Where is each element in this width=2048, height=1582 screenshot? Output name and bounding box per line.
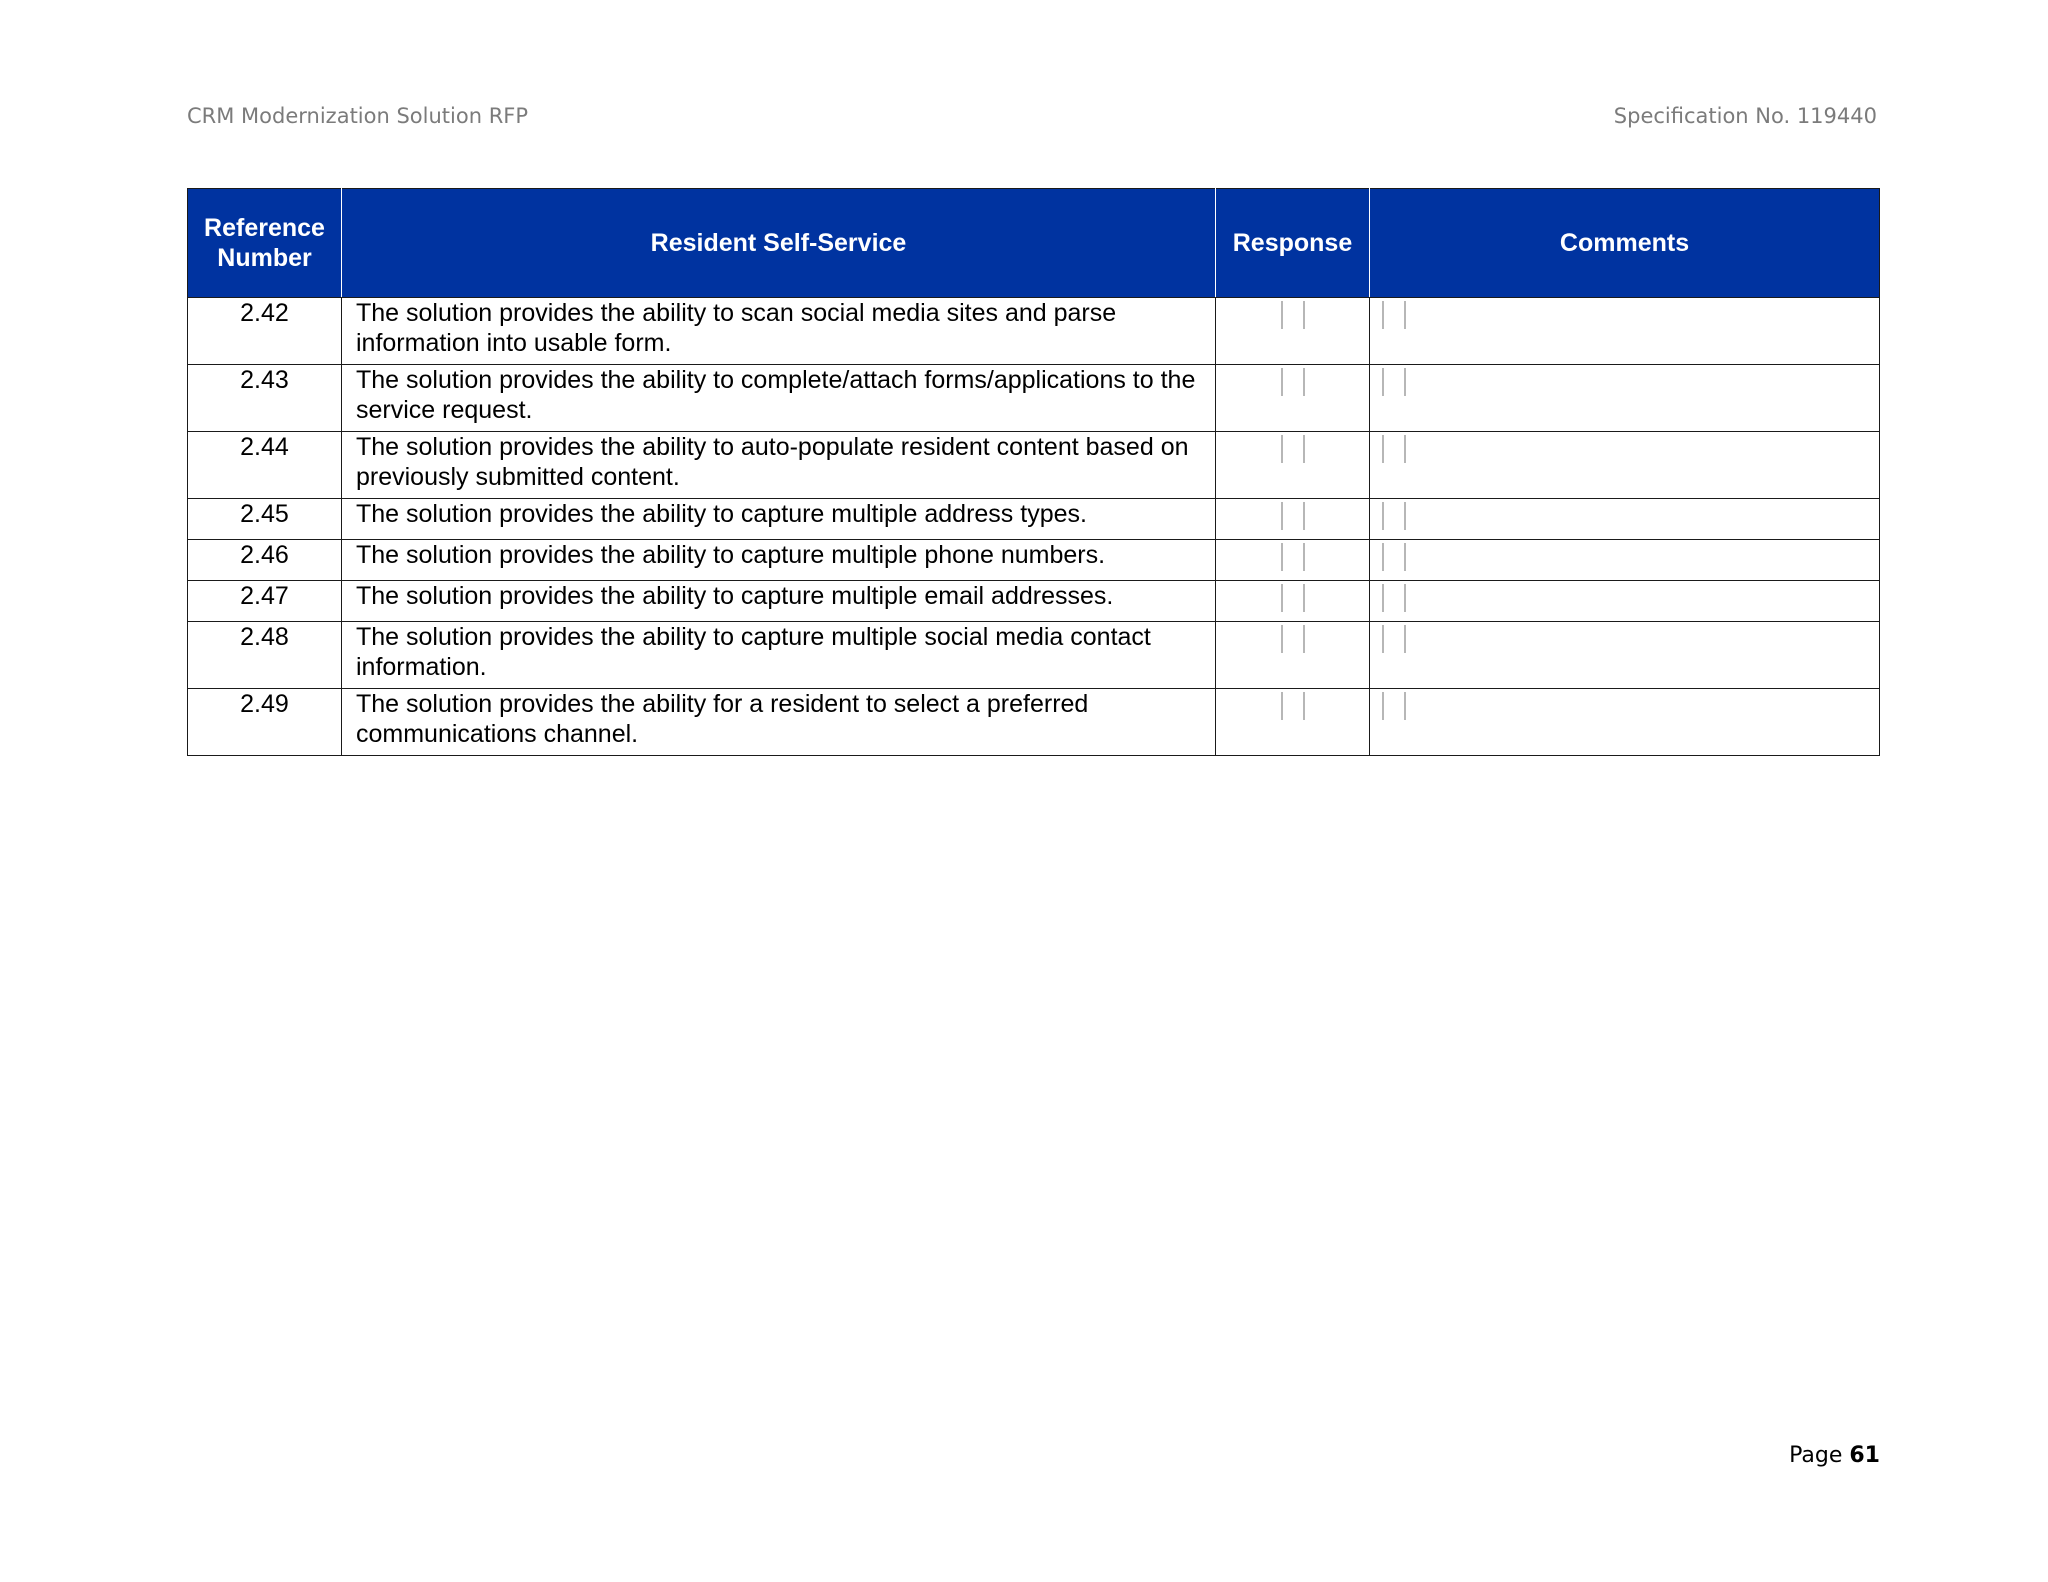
comments-field-box[interactable] xyxy=(1382,543,1406,573)
response-field-box[interactable] xyxy=(1281,368,1305,398)
table-row xyxy=(188,581,1880,622)
response-field[interactable] xyxy=(1216,581,1370,622)
comments-field-box[interactable] xyxy=(1382,584,1406,614)
response-field-box[interactable] xyxy=(1281,584,1305,614)
response-field-box[interactable] xyxy=(1281,692,1305,722)
comments-field-box[interactable] xyxy=(1382,435,1406,465)
comments-field[interactable] xyxy=(1370,540,1880,581)
reference-number: 2.44 xyxy=(188,432,342,499)
requirement-text: The solution provides the ability to scan social media sites and parse information into usable form. xyxy=(342,298,1216,365)
reference-number: 2.43 xyxy=(188,365,342,432)
requirement-text: The solution provides the ability for a resident to select a preferred communications channel. xyxy=(342,689,1216,756)
comments-field[interactable] xyxy=(1370,499,1880,540)
table-row xyxy=(188,432,1880,499)
comments-field-box[interactable] xyxy=(1382,692,1406,722)
specification-number: Specification No. 119440 xyxy=(1613,104,1877,128)
reference-number: 2.47 xyxy=(188,581,342,622)
response-field[interactable] xyxy=(1216,499,1370,540)
requirement-text: The solution provides the ability to auto-populate resident content based on previously submitted content. xyxy=(342,432,1216,499)
comments-field[interactable] xyxy=(1370,689,1880,756)
requirement-text: The solution provides the ability to capture multiple email addresses. xyxy=(342,581,1216,622)
page-header xyxy=(187,104,1877,134)
table-header-row xyxy=(188,189,1880,298)
response-field[interactable] xyxy=(1216,622,1370,689)
requirement-text: The solution provides the ability to complete/attach forms/applications to the service request. xyxy=(342,365,1216,432)
page-label: Page xyxy=(1789,1443,1843,1468)
response-field[interactable] xyxy=(1216,689,1370,756)
column-header-comments: Comments xyxy=(1370,189,1880,298)
comments-field-box[interactable] xyxy=(1382,368,1406,398)
response-field[interactable] xyxy=(1216,365,1370,432)
document-title: CRM Modernization Solution RFP xyxy=(187,104,529,128)
table-row xyxy=(188,540,1880,581)
comments-field[interactable] xyxy=(1370,298,1880,365)
response-field-box[interactable] xyxy=(1281,301,1305,331)
response-field[interactable] xyxy=(1216,298,1370,365)
comments-field[interactable] xyxy=(1370,581,1880,622)
page-footer xyxy=(1789,1443,1880,1468)
response-field[interactable] xyxy=(1216,540,1370,581)
comments-field-box[interactable] xyxy=(1382,625,1406,655)
requirement-text: The solution provides the ability to capture multiple phone numbers. xyxy=(342,540,1216,581)
table-row xyxy=(188,689,1880,756)
page-number: 61 xyxy=(1849,1443,1880,1468)
column-header-section: Resident Self-Service xyxy=(342,189,1216,298)
requirement-text: The solution provides the ability to capture multiple address types. xyxy=(342,499,1216,540)
response-field-box[interactable] xyxy=(1281,543,1305,573)
response-field-box[interactable] xyxy=(1281,435,1305,465)
reference-number: 2.45 xyxy=(188,499,342,540)
table-row xyxy=(188,298,1880,365)
requirements-table xyxy=(187,188,1880,756)
column-header-reference-line2: Number xyxy=(217,244,312,272)
comments-field[interactable] xyxy=(1370,622,1880,689)
reference-number: 2.48 xyxy=(188,622,342,689)
comments-field-box[interactable] xyxy=(1382,502,1406,532)
column-header-reference-number xyxy=(188,189,342,298)
column-header-reference-line1: Reference xyxy=(204,214,325,242)
table-row xyxy=(188,365,1880,432)
reference-number: 2.42 xyxy=(188,298,342,365)
comments-field[interactable] xyxy=(1370,365,1880,432)
table-row xyxy=(188,622,1880,689)
comments-field[interactable] xyxy=(1370,432,1880,499)
reference-number: 2.49 xyxy=(188,689,342,756)
response-field-box[interactable] xyxy=(1281,502,1305,532)
reference-number: 2.46 xyxy=(188,540,342,581)
response-field-box[interactable] xyxy=(1281,625,1305,655)
requirement-text: The solution provides the ability to capture multiple social media contact information. xyxy=(342,622,1216,689)
column-header-response: Response xyxy=(1216,189,1370,298)
table-row xyxy=(188,499,1880,540)
response-field[interactable] xyxy=(1216,432,1370,499)
comments-field-box[interactable] xyxy=(1382,301,1406,331)
